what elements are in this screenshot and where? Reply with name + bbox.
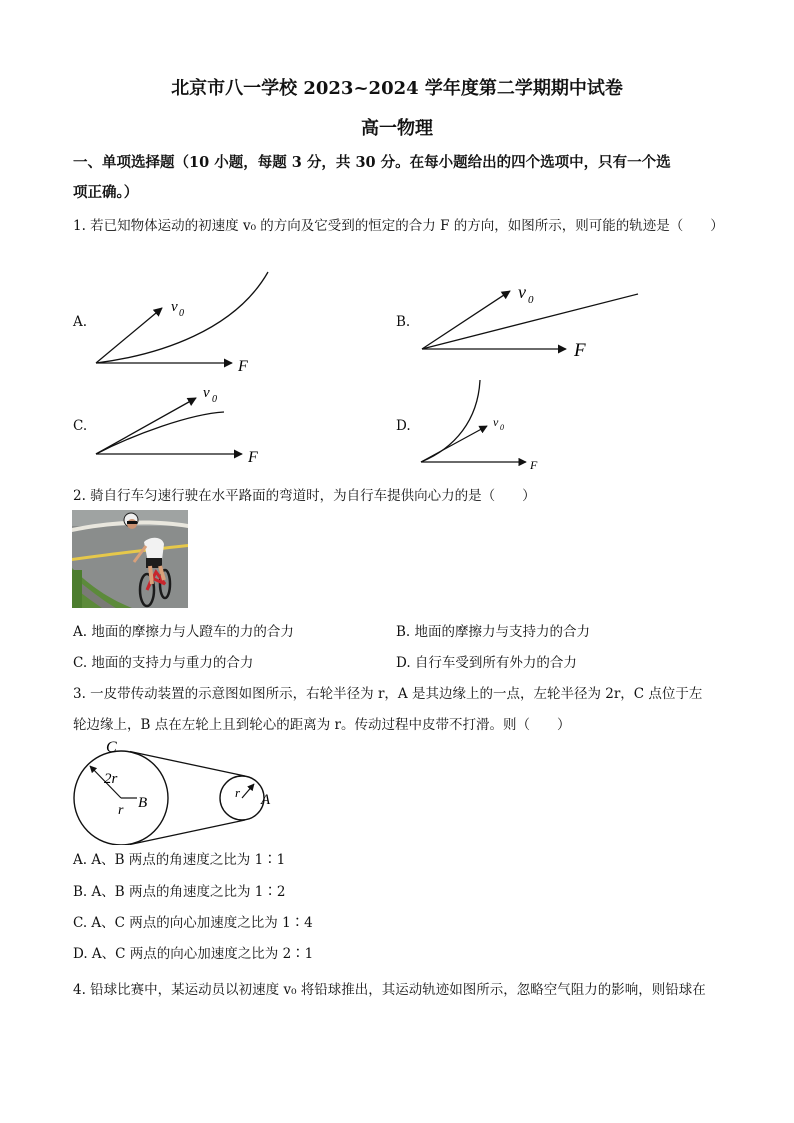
q1-trajectory-figures (0, 0, 794, 480)
q2-stem: 2. 骑自行车匀速行驶在水平路面的弯道时，为自行车提供向心力的是（ ） (73, 488, 536, 504)
q3-option-c: C. A、C 两点的向心加速度之比为 1∶4 (73, 915, 313, 931)
q3-option-d: D. A、C 两点的向心加速度之比为 2∶1 (73, 946, 314, 962)
q2-option-b: B. 地面的摩擦力与支持力的合力 (396, 624, 591, 640)
q2-option-a: A. 地面的摩擦力与人蹬车的力的合力 (73, 624, 294, 640)
q1-option-d-label: D. (396, 418, 411, 434)
label-2r: 2r (104, 771, 118, 787)
q3-option-a: A. A、B 两点的角速度之比为 1∶1 (73, 852, 286, 868)
v0-arrow (96, 308, 162, 363)
v0-label: v (518, 282, 526, 302)
v0-label: v (203, 385, 210, 401)
q4-stem: 4. 铅球比赛中，某运动员以初速度 v₀ 将铅球推出，其运动轨迹如图所示，忽略空气阻力的影响，则铅球在 (73, 982, 706, 998)
trajectory-curve (421, 380, 480, 462)
q3-stem-line2: 轮边缘上，B 点在左轮上且到轮心的距离为 r。传动过程中皮带不打滑。则（ ） (73, 717, 571, 733)
belt-pulley-diagram (60, 735, 300, 845)
q3-stem-line1: 3. 一皮带传动装置的示意图如图所示，右轮半径为 r，A 是其边缘上的一点，左轮半径为 2r，C 点位于左 (73, 686, 703, 702)
q1-figure-a (96, 272, 268, 375)
f-label: F (238, 358, 248, 375)
belt-top (130, 752, 245, 777)
q1-figure-d (421, 380, 538, 472)
point-c-label: C (106, 739, 117, 756)
q2-option-c: C. 地面的支持力与重力的合力 (73, 655, 254, 671)
f-label: F (248, 449, 258, 466)
section-heading-line2: 项正确。） (73, 184, 139, 201)
label-r-left: r (118, 803, 124, 818)
v0-subscript: 0 (500, 423, 504, 432)
f-label: F (574, 340, 586, 361)
q1-option-a-label: A. (73, 314, 88, 330)
v0-arrow (422, 291, 510, 349)
q2-option-d: D. 自行车受到所有外力的合力 (396, 655, 577, 671)
q1-option-b-label: B. (396, 314, 411, 330)
subject-title: 高一物理 (361, 118, 433, 139)
f-label: F (530, 458, 538, 472)
v0-arrow (96, 398, 196, 454)
cyclist-image (72, 510, 188, 608)
v0-subscript: 0 (528, 294, 534, 306)
v0-label: v (493, 415, 499, 429)
section-heading-line1: 一、单项选择题（10 小题，每题 3 分，共 30 分。在每小题给出的四个选项中，只有一个选 (73, 154, 671, 171)
exam-title: 北京市八一学校 2023~2024 学年度第二学期期中试卷 (171, 78, 623, 99)
q1-figure-c (96, 385, 258, 466)
v0-subscript: 0 (179, 308, 184, 319)
point-a-label: A (261, 792, 271, 808)
v0-subscript: 0 (212, 394, 217, 405)
v0-label: v (171, 299, 178, 315)
q3-option-b: B. A、B 两点的角速度之比为 1∶2 (73, 884, 286, 900)
point-b-label: B (138, 795, 148, 811)
q1-option-c-label: C. (73, 418, 88, 434)
q1-figure-b (422, 282, 638, 361)
label-r-right: r (235, 785, 241, 800)
belt-bottom (130, 820, 245, 845)
q1-stem: 1. 若已知物体运动的初速度 v₀ 的方向及它受到的恒定的合力 F 的方向，如图所示，则可能的轨迹是（ ） (73, 218, 724, 234)
cyclist-photo (72, 510, 188, 608)
v0-arrow (421, 426, 487, 462)
radius-small-arrow (242, 784, 254, 798)
